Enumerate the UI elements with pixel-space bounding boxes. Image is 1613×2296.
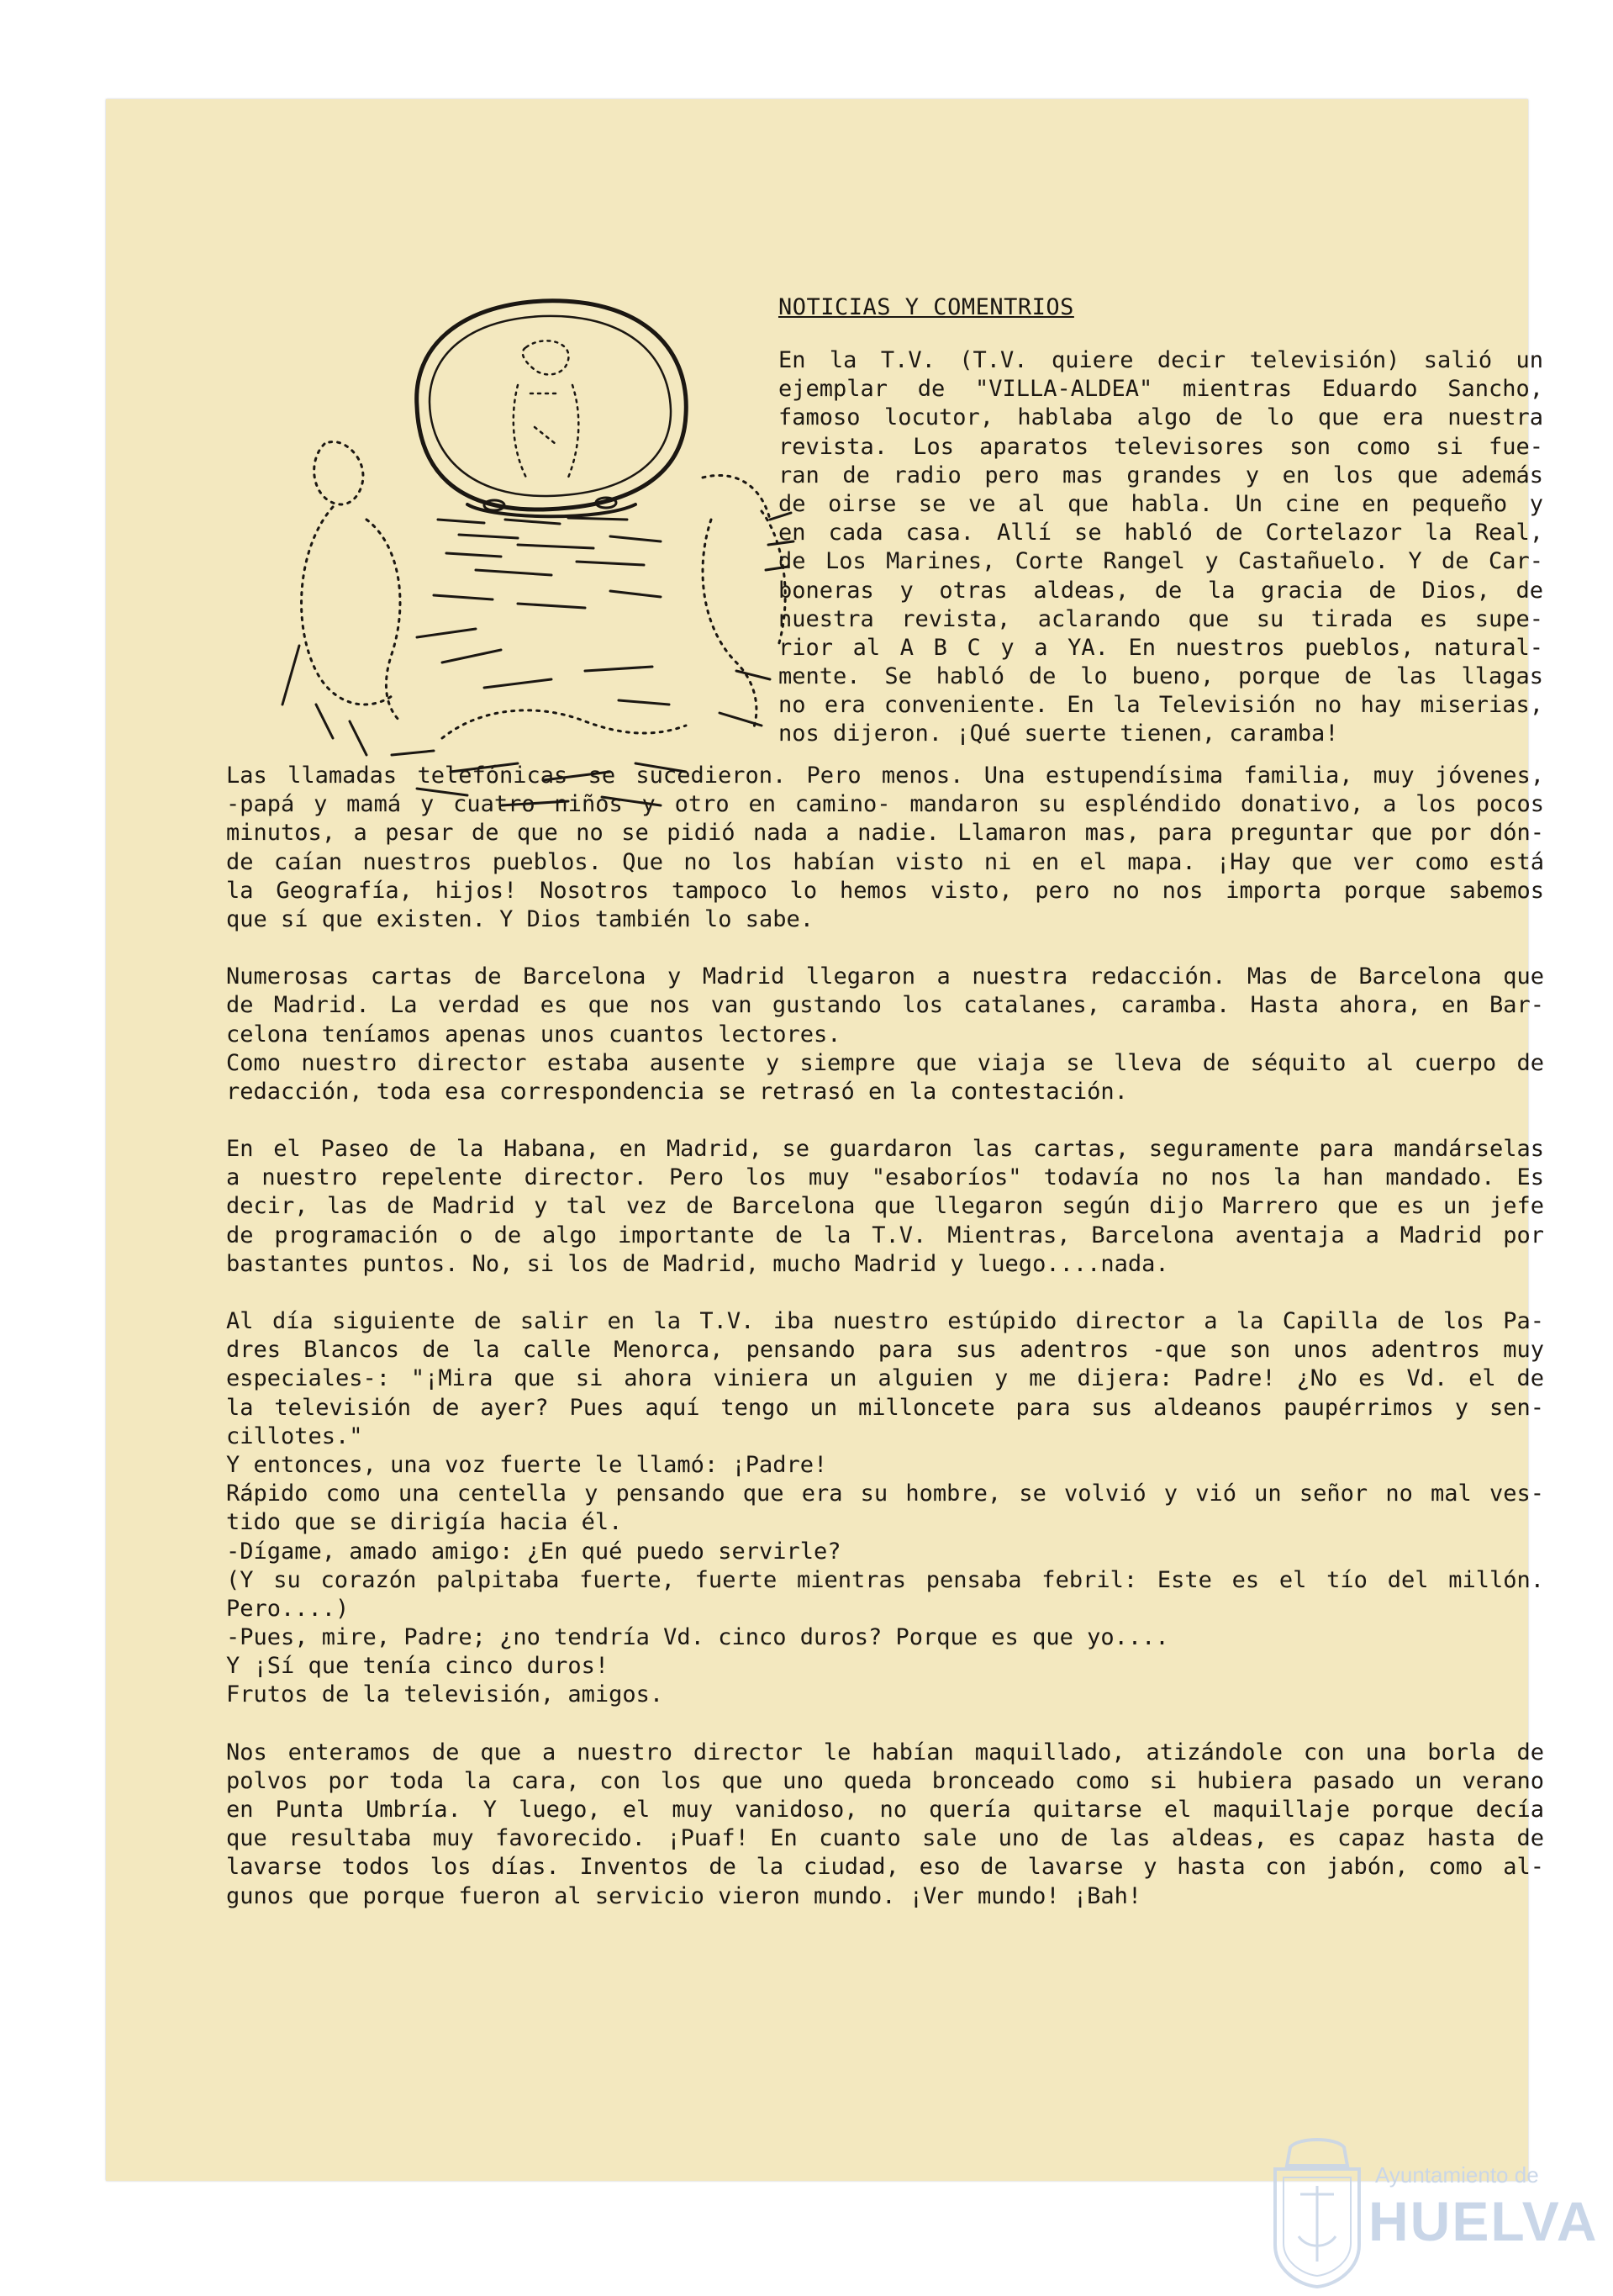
paragraph-madrid <box>226 1135 1544 1279</box>
text-line: no era conveniente. En la Televisión no hay miserias, <box>778 692 1543 719</box>
text-line: redacción, toda esa correspondencia se retrasó en la contestación. <box>226 1078 1128 1105</box>
paragraph-makeup <box>226 1739 1544 1911</box>
text-line: Numerosas cartas de Barcelona y Madrid llegaron a nuestra redacción. Mas de Barcelona que <box>226 963 1544 990</box>
text-line: a nuestro repelente director. Pero los muy "esaboríos" todavía no nos la han mandado. Es <box>226 1164 1544 1191</box>
text-line: de caían nuestros pueblos. Que no los habían visto ni en el mapa. ¡Hay que ver como está <box>226 848 1544 875</box>
watermark-city-name: HUELVA <box>1368 2190 1599 2252</box>
text-line: gunos que porque fueron al servicio vieron mundo. ¡Ver mundo! ¡Bah! <box>226 1882 1142 1909</box>
text-line: -Pues, mire, Padre; ¿no tendría Vd. cinco duros? Porque es que yo.... <box>226 1624 1169 1651</box>
text-line: la televisión de ayer? Pues aquí tengo un milloncete para sus aldeanos paupérrimos y sen- <box>226 1394 1544 1421</box>
article-body <box>226 762 1544 1940</box>
text-line: en Punta Umbría. Y luego, el muy vanidoso, no quería quitarse el maquillaje porque decía <box>226 1797 1544 1823</box>
text-line: mente. Se habló de lo bueno, porque de las llagas <box>778 663 1543 690</box>
text-line: celona teníamos apenas unos cuantos lectores. <box>226 1021 841 1048</box>
text-line: -Dígame, amado amigo: ¿En qué puedo servirle? <box>226 1538 841 1565</box>
text-line: -papá y mamá y cuatro niños y otro en camino- mandaron su espléndido donativo, a los pocos <box>226 791 1544 818</box>
text-line: famoso locutor, hablaba algo de lo que era nuestra <box>778 404 1543 431</box>
text-line: tido que se dirigía hacia él. <box>226 1509 623 1536</box>
text-line: ejemplar de "VILLA-ALDEA" mientras Eduardo Sancho, <box>778 376 1543 403</box>
text-line: especiales-: "¡Mira que si ahora viniera un alguien y me dijera: Padre! ¿No es Vd. el de <box>226 1365 1544 1392</box>
text-line: que resultaba muy favorecido. ¡Puaf! En cuanto sale uno de las aldeas, es capaz hasta de <box>226 1825 1544 1852</box>
text-line: rior al A B C y a YA. En nuestros pueblos, natural- <box>778 634 1543 661</box>
text-line: de programación o de algo importante de la T.V. Mientras, Barcelona aventaja a Madrid por <box>226 1222 1544 1248</box>
text-line: Y entonces, una voz fuerte le llamó: ¡Padre! <box>226 1451 828 1478</box>
text-line: cillotes." <box>226 1422 363 1449</box>
text-line: decir, las de Madrid y tal vez de Barcelona que llegaron según dijo Marrero que es un jefe <box>226 1193 1544 1220</box>
text-line: Las llamadas telefónicas se sucedieron. Pero menos. Una estupendísima familia, muy jóvenes, <box>226 763 1544 789</box>
paragraph-phone-calls <box>226 762 1544 934</box>
text-line: que sí que existen. Y Dios también lo sabe. <box>226 905 814 932</box>
text-line: de Los Marines, Corte Rangel y Castañuelo. Y de Car- <box>778 548 1543 575</box>
intro-column <box>778 346 1543 749</box>
text-line: revista. Los aparatos televisores son como si fue- <box>778 433 1543 460</box>
text-line: Y ¡Sí que tenía cinco duros! <box>226 1653 609 1680</box>
text-line: boneras y otras aldeas, de la gracia de Dios, de <box>778 577 1543 604</box>
text-line: minutos, a pesar de que no se pidió nada a nadie. Llamaron mas, para preguntar que por dón- <box>226 820 1544 847</box>
text-line: de Madrid. La verdad es que nos van gustando los catalanes, caramba. Hasta ahora, en Bar- <box>226 992 1544 1019</box>
text-line: polvos por toda la cara, con los que uno queda bronceado como si hubiera pasado un verano <box>226 1767 1544 1794</box>
paragraph-letters <box>226 963 1544 1106</box>
paper-sheet <box>106 99 1544 2181</box>
text-line: dres Blancos de la calle Menorca, pensando para sus adentros -que son unos adentros muy <box>226 1337 1544 1364</box>
text-line: En la T.V. (T.V. quiere decir televisión) salió un <box>778 347 1543 373</box>
paragraph-chapel <box>226 1307 1544 1710</box>
text-line: en cada casa. Allí se habló de Cortelazor la Real, <box>778 520 1543 546</box>
text-line: lavarse todos los días. Inventos de la ciudad, eso de lavarse y hasta con jabón, como al- <box>226 1854 1544 1881</box>
text-line: Como nuestro director estaba ausente y siempre que viaja se lleva de séquito al cuerpo de <box>226 1049 1544 1076</box>
text-line: Frutos de la televisión, amigos. <box>226 1681 664 1708</box>
text-line: bastantes puntos. No, si los de Madrid, mucho Madrid y luego....nada. <box>226 1250 1169 1277</box>
article-headline: NOTICIAS Y COMENTRIOS <box>778 294 1074 320</box>
text-line: nos dijeron. ¡Qué suerte tienen, caramba! <box>778 720 1339 747</box>
text-line: En el Paseo de la Habana, en Madrid, se guardaron las cartas, seguramente para mandárselas <box>226 1136 1544 1163</box>
text-line: Rápido como una centella y pensando que era su hombre, se volvió y vió un señor no mal ves- <box>226 1481 1544 1507</box>
watermark-municipality-label: Ayuntamiento de <box>1375 2162 1539 2188</box>
text-line: Al día siguiente de salir en la T.V. iba nuestro estúpido director a la Capilla de los Pa- <box>226 1308 1544 1334</box>
text-line: nuestra revista, aclarando que su tirada es supe- <box>778 605 1543 632</box>
text-line: ran de radio pero mas grandes y en los que además <box>778 462 1543 488</box>
text-line: Pero....) <box>226 1595 350 1622</box>
text-line: (Y su corazón palpitaba fuerte, fuerte mientras pensaba febril: Este es el tío del millón. <box>226 1566 1544 1593</box>
text-line: de oirse se ve al que habla. Un cine en pequeño y <box>778 490 1543 517</box>
text-line: Nos enteramos de que a nuestro director le habían maquillado, atizándole con una borla de <box>226 1739 1544 1766</box>
text-line: la Geografía, hijos! Nosotros tampoco lo hemos visto, pero no nos importa porque sabemos <box>226 877 1544 904</box>
